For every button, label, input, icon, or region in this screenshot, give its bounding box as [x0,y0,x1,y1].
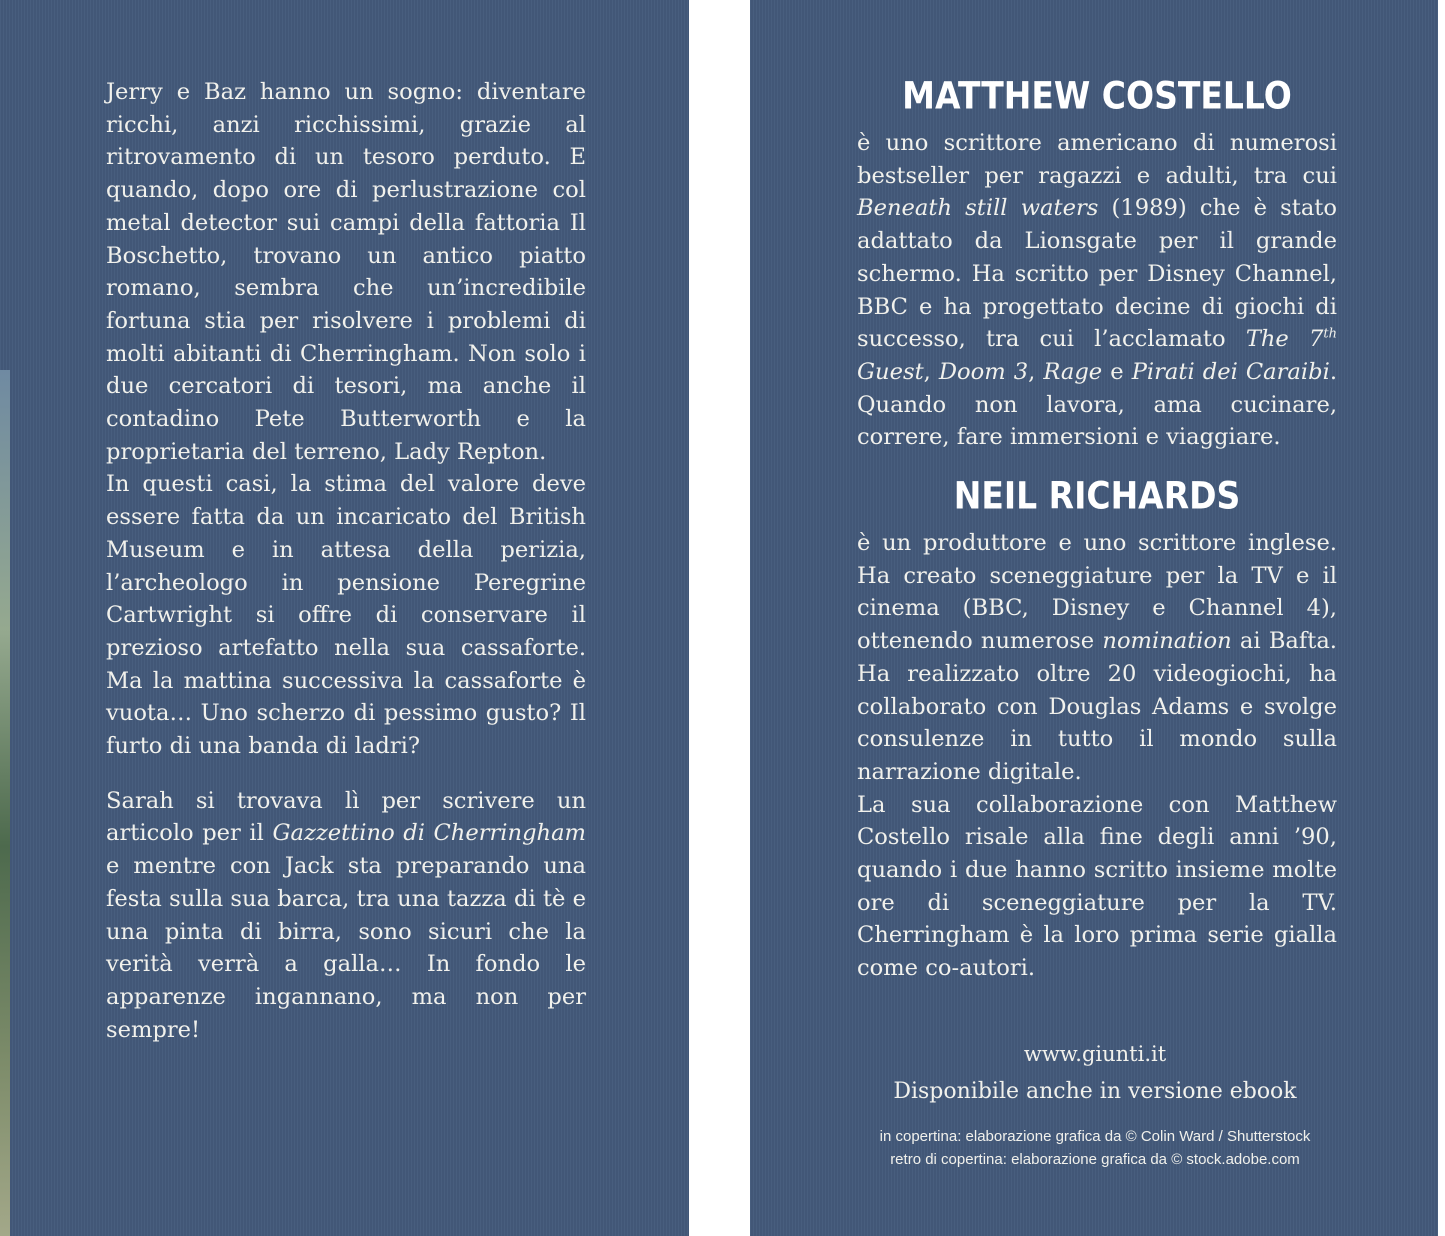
back-cover-credit: retro di copertina: elaborazione grafica da © stock.adobe.com [890,1151,1300,1168]
bio-text: e [1102,358,1132,385]
bio-text: , [923,358,939,385]
blurb-paragraph-3 [106,785,586,1047]
work-title: Pirati dei Caraibi [1131,358,1330,385]
bio-text: . Quando non lavora, ama cucinare, correre, fare immersioni e viaggiare. [857,358,1337,451]
left-flap [0,0,689,1236]
blurb-paragraph-2: In questi casi, la stima del valore deve essere fatta da un incaricato del British Museum e in attesa della perizia, l’archeologo in pensione Peregrine Cartwright si offre di conservare il prezioso artefatto nella sua cassaforte. Ma la mattina successiva la cassaforte è vuota… Uno scherzo di pessimo gusto? Il furto di una banda di ladri? [106,471,586,760]
right-flap [750,0,1438,1236]
publisher-website: www.giunti.it [1023,1042,1167,1066]
blurb-text: e mentre con Jack sta preparando una festa sulla sua barca, tra una tazza di tè e una pinta di birra, sono sicuri che la verità verrà a galla… In fondo le apparenze ingannano, ma non per sempre! [106,853,586,1043]
author-bio-richards [857,527,1337,985]
bio-paragraph-2: La sua collaborazione con Matthew Costello risale alla fine degli anni ’90, quando i due hanno scritto insieme molte ore di sceneggiature per la TV. Cherringham è la loro prima serie gialla come co-autori. [857,791,1337,982]
book-blurb [106,76,586,1046]
ebook-availability-note: Disponibile anche in versione ebook [893,1079,1297,1104]
author-name-costello: MATTHEW COSTELLO [902,73,1292,118]
work-title: Rage [1043,358,1103,385]
work-title-part: Guest [857,358,924,385]
blurb-paragraph-1: Jerry e Baz hanno un sogno: diventare ricchi, anzi ricchissimi, grazie al ritrovamento di un tesoro perduto. E quando, dopo ore di perlustrazione col metal detector sui campi della fattoria Il Boschetto, trovano un antico piatto romano, sembra che un’incredibile fortuna stia per risolvere i problemi di molti abitanti di Cherringham. Non solo i due cercatori di tesori, ma anche il contadino Pete Butterworth e la proprietaria del terreno, Lady Repton. [106,79,586,465]
newspaper-title: Gazzettino di Cherringham [272,820,586,847]
bio-text: è uno scrittore americano di numerosi bestseller per ragazzi e adulti, tra cui [857,130,1337,189]
italic-term: nomination [1102,628,1232,655]
bio-text: ai Bafta. Ha realizzato oltre 20 videogiochi, ha collaborato con Douglas Adams e svolge consulenze in tutto il mondo sulla narrazione digitale. [857,628,1337,785]
cover-image-edge [0,370,10,1236]
cover-credit: in copertina: elaborazione grafica da © Colin Ward / Shutterstock [879,1128,1311,1145]
superscript: th [1323,326,1337,342]
author-bio-costello [857,127,1337,454]
blurb-text: Sarah si trovava lì per scrivere un articolo per il [106,787,586,847]
work-title: Beneath still waters [857,195,1099,222]
bio-text: , [1028,358,1044,385]
bio-text: (1989) che è stato adattato da Lionsgate per il grande schermo. Ha scritto per Disney Channel, BBC e ha progettato decine di giochi di successo, tra cui l’acclamato [857,195,1337,353]
bio-paragraph [857,127,1337,454]
author-name-richards: NEIL RICHARDS [953,473,1241,518]
work-title: Doom 3 [938,358,1029,385]
bio-paragraph [857,527,1337,789]
work-title-part: The 7 [1245,326,1324,353]
bio-text: è un produttore e uno scrittore inglese. Ha creato sceneggiature per la TV e il cinema (BBC, Disney e Channel 4), ottenendo numerose [857,530,1337,655]
